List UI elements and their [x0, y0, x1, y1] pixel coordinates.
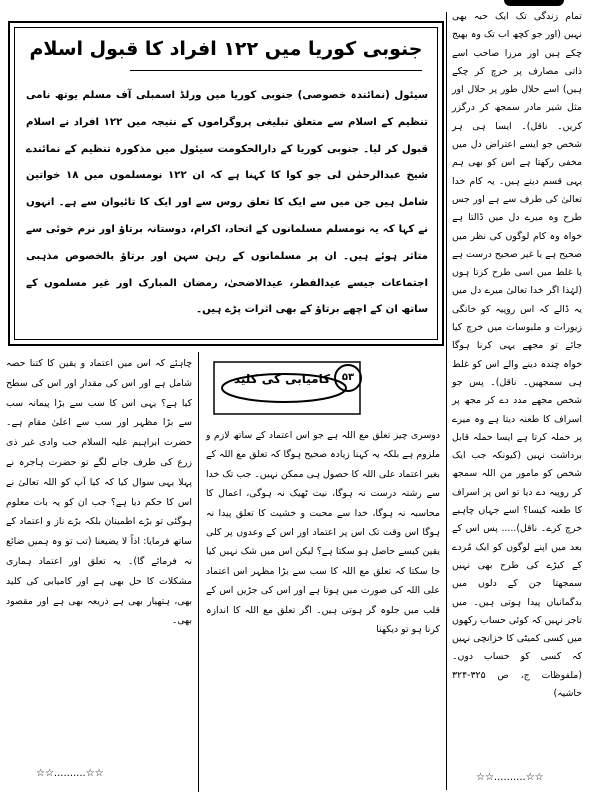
headline-underline	[130, 70, 422, 71]
middle-column-text: دوسری چیز تعلق مع اللہ ہے جو اس اعتماد کے ساتھ لازم و ملزوم ہے بلکہ یہ کہنا زیادہ صحیح ہوگا کہ تعلق مع اللہ کے بغیر اعتماد علی اللہ کا حصول ہی ممکن نہیں۔ جب تک خدا سے رشتہ درست نہ ہوگا، نیت ٹھیک نہ ہوگی، اعمال کا محاسبہ نہ ہوگا، خدا سے محبت و خشیت کا تعلق پیدا نہ ہوگا اس وقت تک اس پر اعتماد اور اس کے وعدوں پر کلی یقین کیسے حاصل ہو سکتا ہے؟ لیکن اس میں شک نہیں کیا جا سکتا کہ تعلق مع اللہ کا سب سے بڑا مظہر اس اعتماد علی اللہ کی صورت میں ہوتا ہے اور اس کی جڑیں اس کے قلب میں جلوہ گر ہوتی ہیں۔ اگر تعلق مع اللہ کا اندازہ کرنا ہو تو دیکھنا	[206, 430, 440, 636]
news-headline: جنوبی کوریا میں ۱۲۲ افراد کا قبول اسلام	[29, 38, 423, 60]
section-badge-number: ۵۳	[334, 364, 362, 392]
left-column-end-mark: ☆☆..........☆☆	[36, 768, 104, 779]
right-column-text: تمام زندگی تک ایک حبہ بھی نہیں (اور جو کچھ اب تک وہ بھیج چکے ہیں اور مرزا صاحب اسے ذاتی مصارف پر خرچ کر چکے ہیں) اسے حلال طور پر حلال اور مثل شیر مادر سمجھ کر درگزر کریں۔ ناقل)۔ ایسا ہی ہر شخص جو ایسے اعتراض دل میں مخفی رکھتا ہے اس کو بھی ہم یہی قسم دیتے ہیں۔ یہ کام خدا تعالیٰ کی طرف سے ہے اور جس طرح وہ میرے دل میں ڈالتا ہے خواہ وہ کام لوگوں کی نظر میں صحیح ہے یا غیر صحیح درست ہے یا غلط میں اسی طرح کرتا ہوں (لہٰذا اگر خدا تعالیٰ میرے دل میں یہ ڈالے کہ اس روپیہ کو خانگی زیورات و ملبوسات میں خرچ کیا جائے تو مجھے یہی کرنا ہوگا خواہ چندہ دینے والے اس کو غلط ہی سمجھیں۔ ناقل)۔ پس جو شخص مجھے مدد دے کر مجھ پر اسراف کا طعنہ دیتا ہے وہ میرے پر حملہ کرتا ہے ایسا حملہ قابل برداشت نہیں (کیونکہ جب ایک شخص کو مامور من اللہ سمجھ کر روپیہ دے دیا تو اس پر اسراف کا طعنہ کیسا؟ اسے جہاں چاہیے خرچ کرے۔ ناقل)..... پس اس کے بعد میں اپنے لوگوں کو ایک مُردے کے کیڑے کی طرح بھی نہیں سمجھتا جن کے دلوں میں بدگمانیاں پیدا ہوتی ہیں۔ میں تاجر نہیں کہ کوئی حساب رکھوں میں کسی کمیٹی کا خزانچی نہیں کہ کسی کو حساب دوں۔ (ملفوظات ج، ص ۳۲۵-۳۲۴ حاشیہ)	[452, 11, 582, 699]
right-column-end-mark: ☆☆..........☆☆	[476, 772, 544, 783]
header-ornament	[504, 0, 564, 6]
news-box	[8, 21, 444, 346]
news-article-text: سیئول (نمائندہ خصوصی) جنوبی کوریا میں ورلڈ اسمبلی آف مسلم یوتھ نامی تنظیم کے اسلام سے متعلق تبلیغی پروگراموں کے نتیجہ میں ۱۲۲ افراد نے اسلام قبول کر لیا۔ جنوبی کوریا کے دارالحکومت سیئول میں مذکورہ تنظیم کے نمائندے شیخ عبدالرحمٰن لی جو کوا کا کہنا ہے کہ ان ۱۲۲ نومسلموں میں ۱۸ خواتین شامل ہیں جن میں سے ایک کا تعلق روس سے اور ایک کا تائیوان سے ہے۔ انہوں نے کہا کہ یہ نومسلم مسلمانوں کے اتحاد، اکرام، دوستانہ برتاؤ اور نرم خوئی سے متاثر ہوئے ہیں۔ ان پر مسلمانوں کے رہن سہن اور برتاؤ بالخصوص مذہبی اجتماعات جیسے عیدالفطر، عیدالاضحیٰ، رمضان المبارک اور غیر مسلموں کے ساتھ ان کے اچھے برتاؤ کے بھی اثرات پڑے ہیں۔	[26, 90, 429, 316]
section-badge-title: کامیابی کی کلید	[233, 372, 331, 386]
left-column-divider	[198, 352, 199, 792]
left-column-text: چاہئے کہ اس میں اعتماد و یقین کا کتنا حصہ شامل ہے اور اس کی مقدار اور اس کی سطح کیا ہے؟ یہی اس کا سب سے بڑا پیمانہ سب سے بڑا مظہر اور سب سے اعلیٰ مقام ہے۔ حضرت ابراہیم علیہ السلام جب وادی غیر ذی زرع کی طرف جانے لگے تو حضرت ہاجرہ نے پہلا یہی سوال کیا کہ کیا آپ کو اللہ تعالیٰ نے اس کا حکم دیا ہے؟ جب ان کو یہ بات معلوم ہوگئی تو بڑے اطمینان بلکہ بڑے ناز و اعتماد کے ساتھ فرمایا: اذاً لا یضیعنا (تب تو وہ ہمیں ضائع نہ فرمائے گا)۔ یہ تعلق اور اعتماد ہماری مشکلات کا حل بھی ہے اور کامیابی کی کلید بھی، ہتھیار بھی ہے ذریعہ بھی ہے اور مقصود بھی۔	[6, 358, 192, 627]
right-column-divider	[446, 12, 447, 790]
